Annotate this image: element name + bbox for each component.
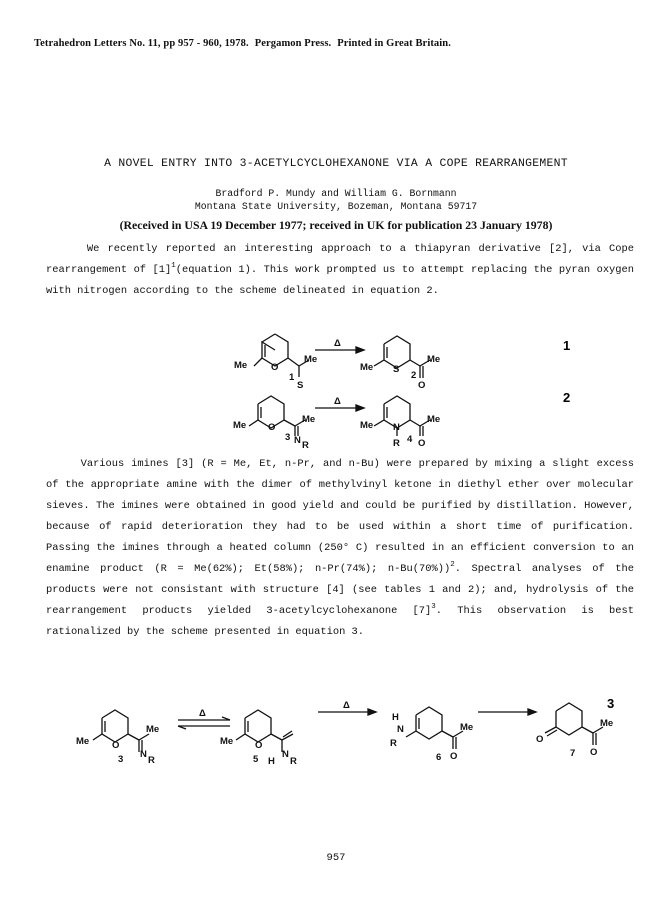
eq3-c5-label: 5 [253, 754, 259, 765]
eq3-c6-h: H [392, 712, 399, 723]
eq3-c3-me-right: Me [146, 724, 160, 735]
scheme-equation-3 [0, 680, 672, 776]
eq3-c3-r: R [148, 755, 155, 766]
c4-n: N [393, 422, 400, 433]
c2-me-right: Me [427, 354, 441, 365]
eq3-c6-me: Me [460, 722, 474, 733]
eq3-c3-o: O [112, 740, 120, 751]
eq3-heat-1: Δ [199, 708, 206, 719]
eq3-c6-o: O [450, 751, 458, 762]
c1-me-left: Me [234, 360, 248, 371]
eq3-heat-2: Δ [343, 700, 350, 711]
eq3-c6-label: 6 [436, 752, 442, 763]
affiliation: Montana State University, Bozeman, Montana 59717 [194, 201, 478, 212]
compound-6-structure [406, 707, 463, 749]
paragraph-1-text-b: (equation 1). This work prompted us to attempt replacing the pyran oxygen with nitrogen according to the scheme delineated in equation 2. [46, 264, 641, 297]
eq3-c3-n: N [140, 749, 147, 760]
footnote-ref-1: 1 [171, 262, 176, 270]
compound-2-structure [374, 336, 430, 378]
paragraph-2 [46, 454, 641, 643]
c4-me-left: Me [360, 420, 374, 431]
scheme-equations-1-2 [0, 318, 672, 458]
c3-o: O [268, 422, 276, 433]
eq1-arrowhead [356, 347, 364, 353]
running-header [34, 38, 451, 49]
eq3-c7-me: Me [600, 718, 614, 729]
c1-o: O [271, 362, 279, 373]
equation-1-label: 1 [563, 338, 571, 353]
eq3-c7-o-ring: O [536, 734, 544, 745]
compound-3-structure-eq3 [93, 710, 149, 752]
eq3-c3-label: 3 [118, 754, 124, 765]
c2-s: S [393, 364, 400, 375]
eq3-c5-me: Me [220, 736, 234, 747]
compound-3-structure [249, 396, 305, 436]
c4-r: R [393, 438, 400, 449]
compound-4-structure [374, 396, 430, 436]
eq3-c5-h: H [268, 756, 275, 767]
footnote-ref-2: 2 [450, 561, 455, 569]
c2-o: O [418, 380, 426, 391]
article-title: A NOVEL ENTRY INTO 3-ACETYLCYCLOHEXANONE VIA A COPE REARRANGEMENT [104, 158, 568, 170]
c1-s: S [297, 380, 304, 391]
eq3-c5-o: O [255, 740, 263, 751]
c1-me-right: Me [304, 354, 318, 365]
eq3-c3-me-left: Me [76, 736, 90, 747]
c3-r: R [302, 440, 309, 451]
eq3-c5-r: R [290, 756, 297, 767]
compound-5-structure [236, 710, 293, 752]
paragraph-1-text-a: We recently reported an interesting approach to a thiapyran derivative [2], via Cope rearrangement of [1] [46, 243, 641, 276]
equation-3-label: 3 [607, 696, 615, 711]
eq1-heat: Δ [334, 338, 341, 349]
eq3-c6-r: R [390, 738, 397, 749]
paragraph-2-text-b: . Spectral analyses of the products were not consistant with structure [4] (see tables 1 and 2); and, hydrolysis of the rearrangement products yielded 3-acetylcyclohexanone [7] [46, 563, 641, 617]
paragraph-2-text-a: Various imines [3] (R = Me, Et, n-Pr, and n-Bu) were prepared by mixing a slight excess of the appropriate amine with the dimer of methylvinyl ketone in diethyl ether over molecular sieves. The imines were obtained in good yield and could be purified by distillation. However, because of rapid deterioration they had to be used within a short time of purification. Passing the imines through a heated column (250° C) resulted in an efficient conversion to an enamine product (R = Me(62%); Et(58%); n-Pr(74%); n-Bu(70%)) [46, 458, 641, 575]
compound-1-structure [254, 334, 309, 377]
printed-location: Printed in Great Britain. [337, 38, 451, 49]
eq3-c7-o: O [590, 747, 598, 758]
received-dates: (Received in USA 19 December 1977; received in UK for publication 23 January 1978) [119, 218, 553, 232]
c3-me-left: Me [233, 420, 247, 431]
c3-n: N [294, 435, 301, 446]
footnote-ref-3: 3 [431, 603, 436, 611]
c4-label: 4 [407, 434, 413, 445]
equation-2-label: 2 [563, 390, 571, 405]
paragraph-1 [46, 239, 641, 302]
c3-me-right: Me [302, 414, 316, 425]
compound-7-structure [545, 703, 603, 745]
c2-label: 2 [411, 370, 417, 381]
c2-me-left: Me [360, 362, 374, 373]
journal-citation: Tetrahedron Letters No. 11, pp 957 - 960, 1978. [34, 38, 249, 49]
c4-o: O [418, 438, 426, 449]
paragraph-2-text-c: . This observation is best rationalized by the scheme presented in equation 3. [46, 605, 641, 638]
authors: Bradford P. Mundy and William G. Bornmann [215, 188, 457, 199]
page-number: 957 [326, 852, 346, 864]
c3-label: 3 [285, 432, 291, 443]
eq2-arrowhead [356, 405, 364, 411]
eq3-c6-n: N [397, 724, 404, 735]
eq2-heat: Δ [334, 396, 341, 407]
eq3-c5-n: N [282, 749, 289, 760]
publisher: Pergamon Press. [254, 38, 332, 49]
c4-me-right: Me [427, 414, 441, 425]
c1-label: 1 [289, 372, 295, 383]
eq3-c7-label: 7 [570, 748, 576, 759]
